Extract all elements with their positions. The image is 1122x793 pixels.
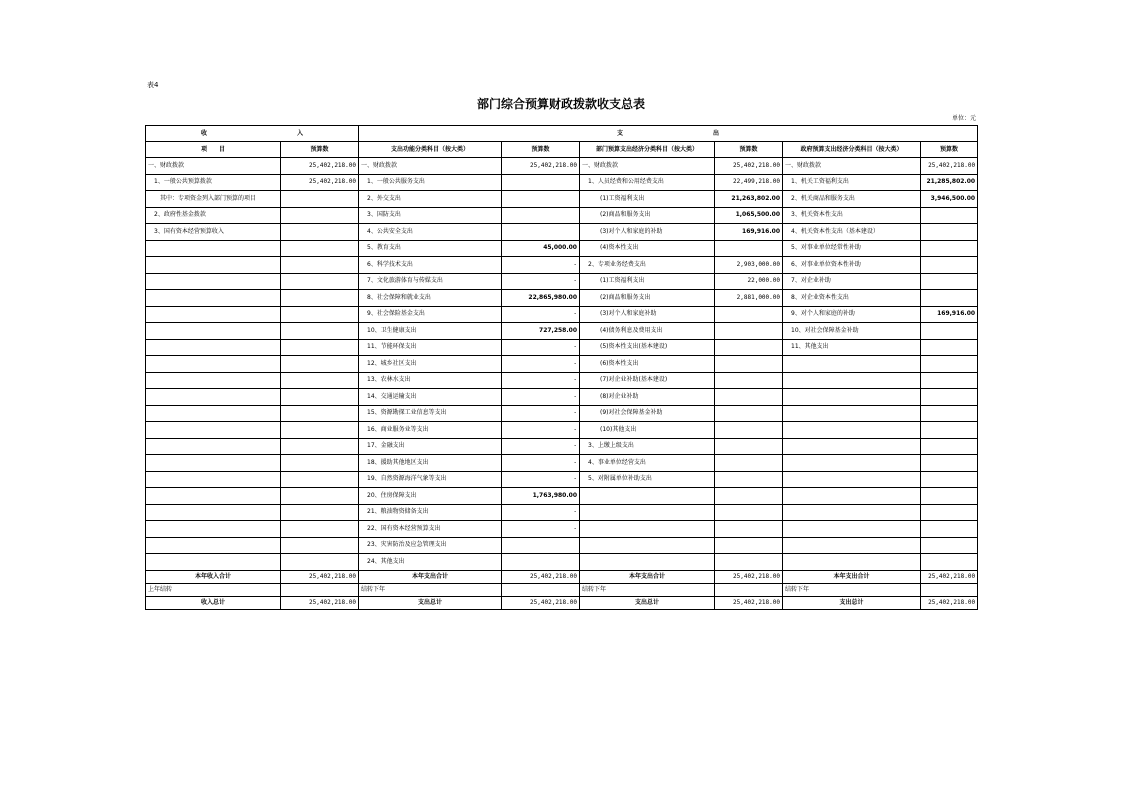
gov-econ-item: [783, 504, 921, 521]
gov-econ-item: 8、对企业资本性支出: [783, 290, 921, 307]
income-item: 3、国有资本经营预算收入: [146, 224, 281, 241]
income-value: [281, 438, 359, 455]
dept-econ-item: (3)对个人和家庭的补助: [580, 224, 715, 241]
expense-group-header: 支 出: [359, 126, 978, 142]
col-header: 政府预算支出经济分类科目（按大类）: [783, 142, 921, 158]
gov-econ-value: [921, 554, 978, 571]
dept-econ-item: 1、人员经费和公用经费支出: [580, 174, 715, 191]
gov-econ-value: [921, 389, 978, 406]
income-total-label: 本年收入合计: [146, 570, 281, 583]
function-value: -: [502, 339, 580, 356]
dept-econ-value: [715, 240, 783, 257]
table-row: [146, 455, 978, 472]
function-item: 一、财政拨款: [359, 158, 502, 175]
dept-econ-value: [715, 405, 783, 422]
income-value: [281, 405, 359, 422]
dept-econ-value: [715, 554, 783, 571]
function-item: 14、交通运输支出: [359, 389, 502, 406]
dept-econ-item: 5、对附属单位补助支出: [580, 471, 715, 488]
income-value: 25,402,218.00: [281, 174, 359, 191]
gov-econ-item: 4、机关资本性支出（基本建设）: [783, 224, 921, 241]
gov-econ-item: 1、机关工资福利支出: [783, 174, 921, 191]
gov-econ-value: [921, 488, 978, 505]
table-row: [146, 158, 978, 175]
income-item: [146, 488, 281, 505]
gov-econ-value: [921, 521, 978, 538]
gov-econ-value: [921, 339, 978, 356]
function-value: [502, 191, 580, 208]
table-row: [146, 174, 978, 191]
function-item: 17、金融支出: [359, 438, 502, 455]
table-row: [146, 537, 978, 554]
function-value: -: [502, 356, 580, 373]
expense-sum-label: 支出总计: [359, 596, 502, 609]
table-row: [146, 323, 978, 340]
gov-econ-item: [783, 405, 921, 422]
gov-econ-value: [921, 504, 978, 521]
expense-sum-label: 支出总计: [783, 596, 921, 609]
gov-econ-value: [921, 240, 978, 257]
gov-econ-item: 一、财政拨款: [783, 158, 921, 175]
function-item: 1、一般公共服务支出: [359, 174, 502, 191]
dept-econ-item: [580, 537, 715, 554]
expense-sum: 25,402,218.00: [715, 596, 783, 609]
income-item: [146, 504, 281, 521]
income-item: 一、财政拨款: [146, 158, 281, 175]
income-value: [281, 224, 359, 241]
col-header: 部门预算支出经济分类科目（按大类）: [580, 142, 715, 158]
dept-econ-value: 1,065,500.00: [715, 207, 783, 224]
function-item: 15、资源勘探工业信息等支出: [359, 405, 502, 422]
function-value: -: [502, 257, 580, 274]
dept-econ-item: (10)其他支出: [580, 422, 715, 439]
income-item: [146, 273, 281, 290]
function-value: -: [502, 372, 580, 389]
gov-econ-value: [921, 372, 978, 389]
gov-econ-item: 2、机关商品和服务支出: [783, 191, 921, 208]
dept-econ-value: [715, 339, 783, 356]
function-item: 11、节能环保支出: [359, 339, 502, 356]
gov-econ-value: [921, 273, 978, 290]
dept-econ-item: (4)债务利息及费用支出: [580, 323, 715, 340]
income-value: [281, 339, 359, 356]
dept-econ-item: 一、财政拨款: [580, 158, 715, 175]
income-item: [146, 471, 281, 488]
dept-econ-item: 2、专项业务经费支出: [580, 257, 715, 274]
table-row: [146, 273, 978, 290]
dept-econ-value: [715, 356, 783, 373]
income-item: 1、一般公共预算拨款: [146, 174, 281, 191]
income-value: [281, 504, 359, 521]
dept-econ-value: 2,903,000.00: [715, 257, 783, 274]
income-item: [146, 240, 281, 257]
dept-econ-item: 3、上缴上级支出: [580, 438, 715, 455]
income-group-header: 收 入: [146, 126, 359, 142]
gov-econ-item: [783, 488, 921, 505]
dept-econ-value: 25,402,218.00: [715, 158, 783, 175]
gov-econ-value: 25,402,218.00: [921, 158, 978, 175]
gov-econ-item: 7、对企业补助: [783, 273, 921, 290]
income-value: [281, 323, 359, 340]
function-item: 18、援助其他地区支出: [359, 455, 502, 472]
gov-econ-item: [783, 537, 921, 554]
expense-total-label: 本年支出合计: [783, 570, 921, 583]
gov-econ-value: 169,916.00: [921, 306, 978, 323]
dept-econ-item: (6)资本性支出: [580, 356, 715, 373]
dept-econ-value: [715, 372, 783, 389]
expense-total: 25,402,218.00: [715, 570, 783, 583]
table-row: [146, 372, 978, 389]
function-value: 727,258.00: [502, 323, 580, 340]
function-value: -: [502, 405, 580, 422]
table-number: 表4: [147, 81, 159, 89]
income-value: [281, 537, 359, 554]
function-item: 16、商业服务业等支出: [359, 422, 502, 439]
gov-econ-value: [921, 537, 978, 554]
table-row: [146, 405, 978, 422]
year-total-row: [146, 570, 978, 583]
income-value: [281, 273, 359, 290]
budget-table: [145, 125, 978, 610]
expense-total-label: 本年支出合计: [359, 570, 502, 583]
table-row: [146, 356, 978, 373]
dept-econ-value: [715, 504, 783, 521]
gov-econ-item: [783, 455, 921, 472]
gov-econ-item: [783, 438, 921, 455]
gov-econ-value: [921, 471, 978, 488]
function-item: 10、卫生健康支出: [359, 323, 502, 340]
gov-econ-value: [921, 224, 978, 241]
gov-econ-value: [921, 257, 978, 274]
function-value: -: [502, 521, 580, 538]
table-row: [146, 224, 978, 241]
col-header: 预算数: [715, 142, 783, 158]
gov-econ-value: 3,946,500.00: [921, 191, 978, 208]
carryover-label: 上年结转: [146, 583, 281, 596]
dept-econ-value: [715, 438, 783, 455]
income-item: [146, 537, 281, 554]
income-value: [281, 488, 359, 505]
income-value: [281, 257, 359, 274]
gov-econ-item: [783, 356, 921, 373]
function-value: 1,763,980.00: [502, 488, 580, 505]
expense-sum-label: 支出总计: [580, 596, 715, 609]
dept-econ-item: (2)商品和服务支出: [580, 290, 715, 307]
dept-econ-value: [715, 537, 783, 554]
function-item: 2、外交支出: [359, 191, 502, 208]
income-value: [281, 455, 359, 472]
function-item: 9、社会保险基金支出: [359, 306, 502, 323]
carryover-value: [281, 583, 359, 596]
income-value: [281, 389, 359, 406]
dept-econ-value: [715, 455, 783, 472]
dept-econ-item: (8)对企业补助: [580, 389, 715, 406]
gov-econ-item: [783, 471, 921, 488]
function-value: -: [502, 455, 580, 472]
function-value: -: [502, 389, 580, 406]
income-item: [146, 356, 281, 373]
dept-econ-item: (3)对个人和家庭补助: [580, 306, 715, 323]
table-row: [146, 438, 978, 455]
unit-label: 单位：元: [951, 115, 976, 122]
income-item: [146, 323, 281, 340]
income-total: 25,402,218.00: [281, 570, 359, 583]
dept-econ-value: [715, 422, 783, 439]
function-item: 13、农林水支出: [359, 372, 502, 389]
dept-econ-item: [580, 521, 715, 538]
carryover-row: [146, 583, 978, 596]
function-item: 19、自然资源海洋气象等支出: [359, 471, 502, 488]
income-item: [146, 290, 281, 307]
dept-econ-item: (4)资本性支出: [580, 240, 715, 257]
function-item: 5、教育支出: [359, 240, 502, 257]
gov-econ-value: [921, 290, 978, 307]
table-row: [146, 471, 978, 488]
gov-econ-item: [783, 389, 921, 406]
expense-total: 25,402,218.00: [502, 570, 580, 583]
income-value: 25,402,218.00: [281, 158, 359, 175]
dept-econ-item: (7)对企业补助(基本建设): [580, 372, 715, 389]
income-value: [281, 306, 359, 323]
function-item: 7、文化旅游体育与传媒支出: [359, 273, 502, 290]
gov-econ-item: 10、对社会保障基金补助: [783, 323, 921, 340]
function-value: [502, 174, 580, 191]
gov-econ-value: [921, 207, 978, 224]
function-item: 6、科学技术支出: [359, 257, 502, 274]
column-header-row: [146, 142, 978, 158]
income-item: [146, 257, 281, 274]
carryforward-value: [715, 583, 783, 596]
function-value: -: [502, 438, 580, 455]
income-value: [281, 191, 359, 208]
income-value: [281, 290, 359, 307]
dept-econ-value: [715, 306, 783, 323]
col-header: 项 目: [146, 142, 281, 158]
table-row: [146, 306, 978, 323]
function-item: 24、其他支出: [359, 554, 502, 571]
income-value: [281, 422, 359, 439]
table-row: [146, 554, 978, 571]
gov-econ-value: [921, 405, 978, 422]
expense-total: 25,402,218.00: [921, 570, 978, 583]
dept-econ-value: [715, 323, 783, 340]
table-row: [146, 191, 978, 208]
income-item: [146, 306, 281, 323]
income-item: [146, 455, 281, 472]
dept-econ-item: 4、事业单位经营支出: [580, 455, 715, 472]
carryforward-value: [502, 583, 580, 596]
expense-sum: 25,402,218.00: [502, 596, 580, 609]
dept-econ-item: (1)工资福利支出: [580, 273, 715, 290]
income-item: 2、政府性基金拨款: [146, 207, 281, 224]
carryforward-value: [921, 583, 978, 596]
table-row: [146, 240, 978, 257]
dept-econ-item: (2)商品和服务支出: [580, 207, 715, 224]
function-value: 22,865,980.00: [502, 290, 580, 307]
function-value: [502, 207, 580, 224]
gov-econ-value: [921, 422, 978, 439]
expense-sum: 25,402,218.00: [921, 596, 978, 609]
col-header: 预算数: [281, 142, 359, 158]
expense-total-label: 本年支出合计: [580, 570, 715, 583]
function-value: -: [502, 471, 580, 488]
function-item: 21、粮油物资储备支出: [359, 504, 502, 521]
gov-econ-item: [783, 554, 921, 571]
function-value: -: [502, 306, 580, 323]
function-item: 3、国防支出: [359, 207, 502, 224]
income-item: [146, 521, 281, 538]
gov-econ-item: 9、对个人和家庭的补助: [783, 306, 921, 323]
income-item: [146, 339, 281, 356]
gov-econ-item: 11、其他支出: [783, 339, 921, 356]
income-value: [281, 207, 359, 224]
function-item: 22、国有资本经营预算支出: [359, 521, 502, 538]
dept-econ-value: [715, 521, 783, 538]
income-value: [281, 521, 359, 538]
dept-econ-item: (1)工资福利支出: [580, 191, 715, 208]
dept-econ-item: [580, 504, 715, 521]
function-item: 23、灾害防治及应急管理支出: [359, 537, 502, 554]
function-value: -: [502, 273, 580, 290]
income-item: 其中：专项资金列入部门预算的项目: [146, 191, 281, 208]
table-row: [146, 207, 978, 224]
gov-econ-value: [921, 455, 978, 472]
function-item: 4、公共安全支出: [359, 224, 502, 241]
function-value: 45,000.00: [502, 240, 580, 257]
income-value: [281, 554, 359, 571]
dept-econ-value: [715, 389, 783, 406]
function-value: -: [502, 422, 580, 439]
dept-econ-value: 21,263,802.00: [715, 191, 783, 208]
carryforward-label: 结转下年: [359, 583, 502, 596]
table-row: [146, 488, 978, 505]
gov-econ-value: 21,285,802.00: [921, 174, 978, 191]
function-item: 12、城乡社区支出: [359, 356, 502, 373]
function-value: [502, 554, 580, 571]
carryforward-label: 结转下年: [783, 583, 921, 596]
table-row: [146, 389, 978, 406]
gov-econ-value: [921, 323, 978, 340]
table-row: [146, 290, 978, 307]
gov-econ-item: 5、对事业单位经常性补助: [783, 240, 921, 257]
dept-econ-value: [715, 488, 783, 505]
col-header: 支出功能分类科目（按大类）: [359, 142, 502, 158]
dept-econ-value: 22,000.00: [715, 273, 783, 290]
group-header-row: [146, 126, 978, 142]
function-item: 20、住房保障支出: [359, 488, 502, 505]
gov-econ-item: 3、机关资本性支出: [783, 207, 921, 224]
function-value: [502, 537, 580, 554]
dept-econ-item: (5)资本性支出(基本建设): [580, 339, 715, 356]
income-item: [146, 405, 281, 422]
col-header: 预算数: [502, 142, 580, 158]
col-header: 预算数: [921, 142, 978, 158]
income-item: [146, 389, 281, 406]
dept-econ-value: 2,881,000.00: [715, 290, 783, 307]
income-value: [281, 372, 359, 389]
page-title: 部门综合预算财政拨款收支总表: [476, 97, 645, 111]
income-value: [281, 471, 359, 488]
table-row: [146, 257, 978, 274]
gov-econ-item: [783, 422, 921, 439]
carryforward-label: 结转下年: [580, 583, 715, 596]
gov-econ-item: [783, 521, 921, 538]
gov-econ-item: [783, 372, 921, 389]
table-row: [146, 504, 978, 521]
dept-econ-item: (9)对社会保障基金补助: [580, 405, 715, 422]
income-item: [146, 438, 281, 455]
function-value: 25,402,218.00: [502, 158, 580, 175]
table-row: [146, 521, 978, 538]
income-sum-label: 收入总计: [146, 596, 281, 609]
function-value: [502, 224, 580, 241]
table-row: [146, 339, 978, 356]
income-value: [281, 356, 359, 373]
dept-econ-value: 22,499,218.00: [715, 174, 783, 191]
function-item: 8、社会保障和就业支出: [359, 290, 502, 307]
dept-econ-item: [580, 554, 715, 571]
income-item: [146, 554, 281, 571]
gov-econ-value: [921, 356, 978, 373]
gov-econ-value: [921, 438, 978, 455]
dept-econ-value: [715, 471, 783, 488]
gov-econ-item: 6、对事业单位资本性补助: [783, 257, 921, 274]
income-item: [146, 372, 281, 389]
grand-total-row: [146, 596, 978, 609]
income-item: [146, 422, 281, 439]
dept-econ-value: 169,916.00: [715, 224, 783, 241]
function-value: -: [502, 504, 580, 521]
dept-econ-item: [580, 488, 715, 505]
income-value: [281, 240, 359, 257]
table-row: [146, 422, 978, 439]
income-sum: 25,402,218.00: [281, 596, 359, 609]
